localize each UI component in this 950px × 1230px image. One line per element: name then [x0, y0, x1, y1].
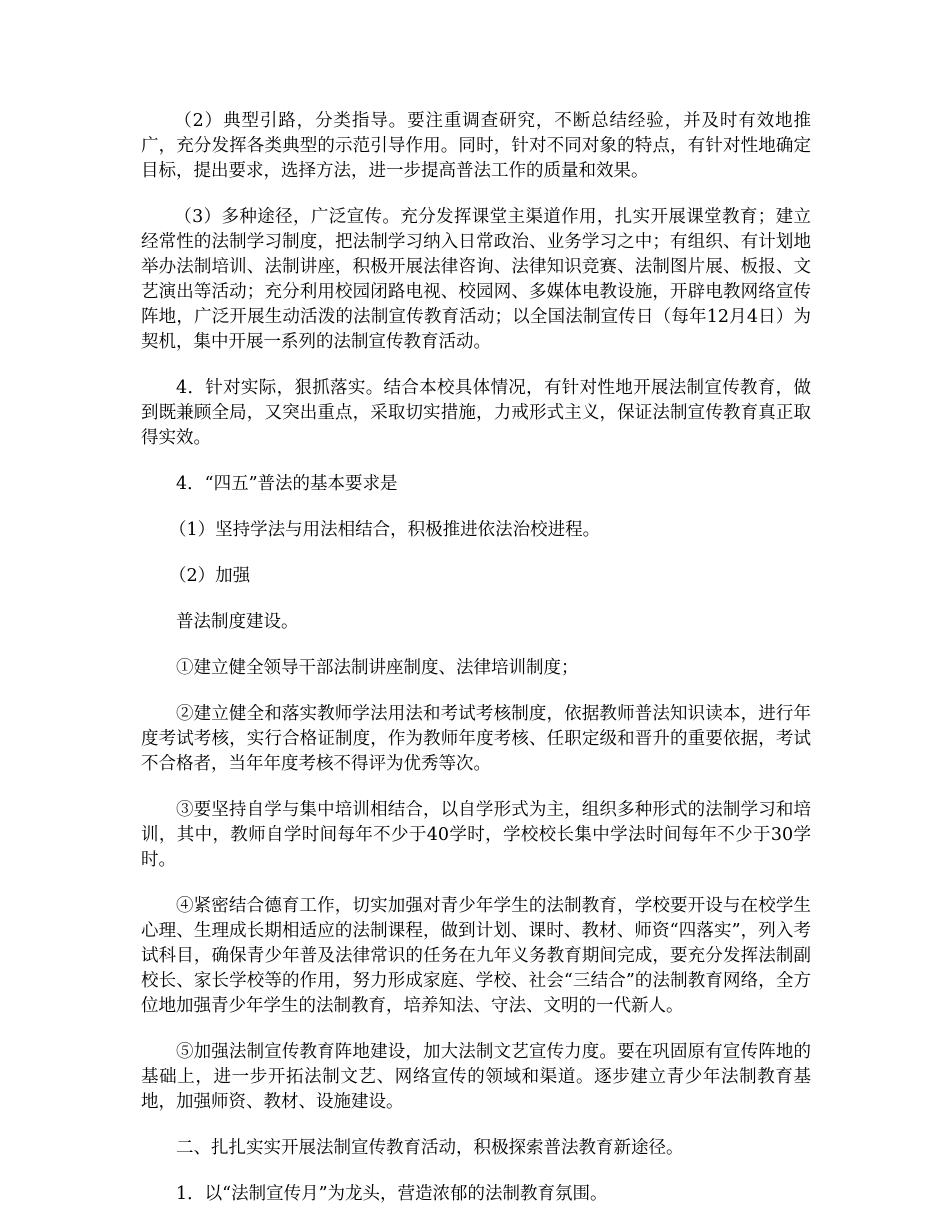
paragraph-typical-guidance: （2）典型引路，分类指导。要注重调查研究，不断总结经验，并及时有效地推广，充分发挥各类典型的示范引导作用。同时，针对不同对象的特点，有针对性地确定目标，提出要求，选择方法，进一步提高普法工作的质量和效果。	[141, 111, 811, 181]
document-body	[141, 109, 811, 1228]
paragraph-item-1: ①建立健全领导干部法制讲座制度、法律培训制度；	[176, 658, 579, 678]
paragraph-practical-implementation: 4．针对实际，狠抓落实。结合本校具体情况，有针对性地开展法制宣传教育，做到既兼顾全局，又突出重点，采取切实措施，力戒形式主义，保证法制宣传教育真正取得实效。	[141, 378, 811, 448]
paragraph-multiple-channels: （3）多种途径，广泛宣传。充分发挥课堂主渠道作用，扎实开展课堂教育；建立经常性的法制学习制度，把法制学习纳入日常政治、业务学习之中；有组织、有计划地举办法制培训、法制讲座，积极开展法律咨询、法律知识竞赛、法制图片展、板报、文艺演出等活动；充分利用校园闭路电视、校园网、多媒体电教设施，开辟电教网络宣传阵地，广泛开展生动活泼的法制宣传教育活动；以全国法制宣传日（每年12月4日）为契机，集中开展一系列的法制宣传教育活动。	[141, 207, 811, 352]
paragraph-requirement-2: （2）加强	[169, 566, 251, 586]
paragraph-system-construction: 普法制度建设。	[176, 612, 299, 632]
paragraph-requirement-1: （1）坚持学法与用法相结合，积极推进依法治校进程。	[169, 520, 601, 540]
paragraph-item-4: ④紧密结合德育工作，切实加强对青少年学生的法制教育，学校要开设与在校学生心理、生理成长期相适应的法制课程，做到计划、课时、教材、师资“四落实”，列入考试科目，确保青少年普及法律常识的任务在九年义务教育期间完成，要充分发挥法制副校长、家长学校等的作用，努力形成家庭、学校、社会“三结合”的法制教育网络，全方位地加强青少年学生的法制教育，培养知法、守法、文明的一代新人。	[141, 896, 811, 1016]
paragraph-item-2: ②建立健全和落实教师学法用法和考试考核制度，依据教师普法知识读本，进行年度考试考核，实行合格证制度，作为教师年度考核、任职定级和晋升的重要依据，考试不合格者，当年年度考核不得评为优秀等次。	[141, 704, 811, 774]
paragraph-section-two-heading: 二、扎扎实实开展法制宣传教育活动，积极探索普法教育新途径。	[176, 1138, 684, 1158]
paragraph-item-5: ⑤加强法制宣传教育阵地建设，加大法制文艺宣传力度。要在巩固原有宣传阵地的基础上，进一步开拓法制文艺、网络宣传的领域和渠道。逐步建立青少年法制教育基地，加强师资、教材、设施建设。	[141, 1042, 811, 1112]
paragraph-subsection-1: 1．以“法制宣传月”为龙头，营造浓郁的法制教育氛围。	[176, 1184, 608, 1204]
paragraph-item-3: ③要坚持自学与集中培训相结合，以自学形式为主，组织多种形式的法制学习和培训，其中，教师自学时间每年不少于40学时，学校校长集中学法时间每年不少于30学时。	[141, 800, 811, 870]
paragraph-basic-requirements-heading: 4．“四五”普法的基本要求是	[176, 474, 398, 494]
